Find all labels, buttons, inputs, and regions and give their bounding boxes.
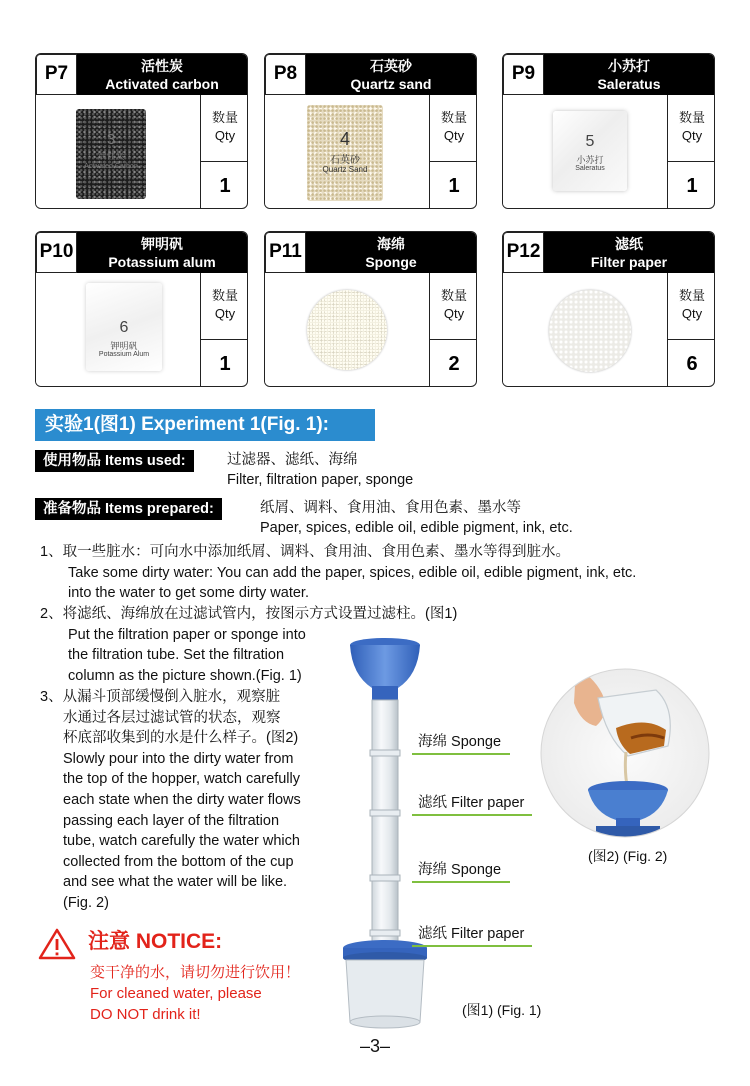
part-id: P11 bbox=[265, 232, 306, 273]
potassium-alum-packet bbox=[86, 283, 162, 371]
notice-line-en-1: For cleaned water, please bbox=[90, 985, 262, 1002]
part-card-p10 bbox=[35, 231, 248, 387]
items-prepared-label: 准备物品 Items prepared: bbox=[35, 498, 222, 520]
qty-value: 1 bbox=[667, 162, 715, 209]
part-title-cn: 海绵 bbox=[377, 236, 405, 252]
part-title bbox=[77, 235, 247, 271]
qty-label-cn: 数量 bbox=[440, 288, 467, 303]
part-card-p12 bbox=[502, 231, 715, 387]
items-prepared-en: Paper, spices, edible oil, edible pigment, ink, etc. bbox=[260, 520, 573, 536]
step-1-en-2: into the water to get some dirty water. bbox=[68, 585, 309, 602]
packet-number: 3 bbox=[106, 131, 116, 148]
step-2-cn: 2、将滤纸、海绵放在过滤试管内，按图示方式设置过滤柱。(图1) bbox=[40, 606, 458, 622]
qty-label-en: Qty bbox=[443, 306, 465, 321]
step-2-en-3: column as the picture shown.(Fig. 1) bbox=[68, 667, 302, 684]
notice-text bbox=[90, 962, 300, 1025]
qty-label-en: Qty bbox=[214, 306, 236, 321]
packet-label-en: Saleratus bbox=[575, 165, 605, 172]
qty-value: 6 bbox=[667, 340, 715, 387]
qty-label-cn: 数量 bbox=[440, 110, 467, 125]
step-3-en-4: passing each layer of the filtration bbox=[63, 812, 280, 829]
leader-line bbox=[412, 881, 510, 883]
packet-label-cn: 活性炭 bbox=[97, 151, 125, 161]
notice-title: 注意 NOTICE: bbox=[88, 930, 223, 953]
qty-label-en: Qty bbox=[681, 306, 703, 321]
part-id: P8 bbox=[265, 54, 306, 95]
leader-line bbox=[412, 753, 510, 755]
part-card-p8 bbox=[264, 53, 477, 209]
items-used-cn: 过滤器、滤纸、海绵 bbox=[227, 452, 358, 468]
qty-label bbox=[667, 273, 715, 340]
pouring-water-photo bbox=[536, 668, 714, 838]
filter-paper-disc bbox=[549, 290, 631, 372]
part-title-cn: 滤纸 bbox=[615, 236, 643, 252]
figure-1-caption: (图1) (Fig. 1) bbox=[462, 1002, 542, 1018]
part-photo bbox=[265, 273, 429, 387]
qty-label-cn: 数量 bbox=[211, 110, 238, 125]
items-used-label: 使用物品 Items used: bbox=[35, 450, 194, 472]
packet-label-en: Potassium Alum bbox=[98, 351, 150, 358]
part-photo bbox=[36, 95, 200, 209]
qty-label bbox=[429, 273, 477, 340]
qty-label-en: Qty bbox=[214, 128, 236, 143]
part-title bbox=[544, 57, 714, 93]
quartz-sand-packet bbox=[307, 105, 383, 201]
part-id: P9 bbox=[503, 54, 544, 95]
qty-label bbox=[200, 95, 248, 162]
part-card-p11 bbox=[264, 231, 477, 387]
layer-label-filter-2: 滤纸 Filter paper bbox=[418, 926, 525, 942]
notice-line-en-2: DO NOT drink it! bbox=[90, 1006, 201, 1023]
part-title bbox=[544, 235, 714, 271]
qty-label-cn: 数量 bbox=[678, 110, 705, 125]
qty-label-en: Qty bbox=[681, 128, 703, 143]
part-title-en: Sponge bbox=[365, 254, 417, 270]
qty-label-en: Qty bbox=[443, 128, 465, 143]
part-title-en: Quartz sand bbox=[350, 76, 432, 92]
qty-label-cn: 数量 bbox=[678, 288, 705, 303]
packet-label-en: Activated Carbon bbox=[84, 163, 138, 170]
part-title-cn: 石英砂 bbox=[370, 58, 412, 74]
step-3-en-3: each state when the dirty water flows bbox=[63, 791, 301, 808]
saleratus-packet bbox=[553, 111, 627, 191]
packet-number: 5 bbox=[585, 133, 595, 150]
step-3-cn-3: 杯底部收集到的水是什么样子。(图2) bbox=[63, 730, 299, 747]
step-2-en-1: Put the filtration paper or sponge into bbox=[68, 626, 306, 643]
step-1-en-1: Take some dirty water: You can add the paper, spices, edible oil, edible pigment, ink, etc. bbox=[68, 564, 637, 581]
qty-label-cn: 数量 bbox=[211, 288, 238, 303]
step-1-cn: 1、取一些脏水：可向水中添加纸屑、调料、食用油、食用色素、墨水等得到脏水。 bbox=[40, 544, 571, 560]
step-3-en-8: (Fig. 2) bbox=[63, 894, 109, 911]
part-title-en: Potassium alum bbox=[108, 254, 216, 270]
qty-value: 1 bbox=[200, 340, 248, 387]
part-photo bbox=[503, 95, 667, 209]
items-prepared-cn: 纸屑、调料、食用油、食用色素、墨水等 bbox=[260, 500, 521, 516]
part-title-en: Saleratus bbox=[597, 76, 661, 92]
layer-label-sponge-1: 海绵 Sponge bbox=[418, 734, 502, 750]
step-3 bbox=[40, 687, 301, 914]
part-photo bbox=[265, 95, 429, 209]
part-title bbox=[77, 57, 247, 93]
part-photo bbox=[36, 273, 200, 387]
items-used-en: Filter, filtration paper, sponge bbox=[227, 472, 414, 488]
part-title-cn: 小苏打 bbox=[608, 58, 650, 74]
qty-value: 2 bbox=[429, 340, 477, 387]
qty-value: 1 bbox=[200, 162, 248, 209]
part-card-p7 bbox=[35, 53, 248, 209]
layer-label-filter-1: 滤纸 Filter paper bbox=[418, 795, 525, 811]
figure-2-caption: (图2) (Fig. 2) bbox=[588, 848, 668, 864]
qty-value: 1 bbox=[429, 162, 477, 209]
filtration-column-illustration bbox=[340, 630, 430, 1040]
sponge-disc bbox=[307, 290, 387, 370]
step-3-en-5: tube, watch carefully the water which bbox=[63, 833, 300, 850]
leader-line bbox=[412, 814, 532, 816]
step-3-en-1: Slowly pour into the dirty water from bbox=[63, 750, 294, 767]
part-photo bbox=[503, 273, 667, 387]
warning-icon bbox=[38, 928, 76, 960]
step-3-en-7: and see what the water will be like. bbox=[63, 874, 288, 891]
step-3-cn-1: 3、从漏斗顶部缓慢倒入脏水，观察脏 bbox=[40, 689, 281, 705]
qty-label bbox=[429, 95, 477, 162]
step-3-en-2: the top of the hopper, watch carefully bbox=[63, 771, 300, 788]
part-id: P7 bbox=[36, 54, 77, 95]
packet-number: 6 bbox=[119, 319, 129, 336]
part-title bbox=[306, 57, 476, 93]
part-title-en: Activated carbon bbox=[105, 76, 219, 92]
part-title-cn: 钾明矾 bbox=[141, 236, 183, 252]
qty-label bbox=[200, 273, 248, 340]
packet-label-cn: 钾明矾 bbox=[110, 341, 138, 351]
leader-line bbox=[412, 945, 532, 947]
part-id: P10 bbox=[36, 232, 77, 273]
step-3-en-6: collected from the bottom of the cup bbox=[63, 853, 294, 870]
step-2-en-2: the filtration tube. Set the filtration bbox=[68, 647, 285, 664]
packet-label-cn: 石英砂 bbox=[330, 155, 360, 166]
packet-number: 4 bbox=[339, 129, 350, 149]
qty-label bbox=[667, 95, 715, 162]
activated-carbon-packet bbox=[76, 109, 146, 199]
page-number: –3– bbox=[359, 1036, 391, 1056]
experiment-header: 实验1(图1) Experiment 1(Fig. 1): bbox=[35, 409, 375, 441]
part-id: P12 bbox=[503, 232, 544, 273]
packet-label-cn: 小苏打 bbox=[576, 155, 604, 165]
part-title-en: Filter paper bbox=[590, 254, 668, 270]
packet-label-en: Quartz Sand bbox=[322, 165, 368, 174]
part-title bbox=[306, 235, 476, 271]
step-1 bbox=[40, 542, 636, 604]
step-3-cn-2: 水通过各层过滤试管的状态，观察 bbox=[63, 709, 281, 726]
part-card-p9 bbox=[502, 53, 715, 209]
part-title-cn: 活性炭 bbox=[141, 58, 183, 74]
layer-label-sponge-2: 海绵 Sponge bbox=[418, 862, 502, 878]
notice-line-cn: 变干净的水，请切勿进行饮用！ bbox=[90, 964, 301, 981]
